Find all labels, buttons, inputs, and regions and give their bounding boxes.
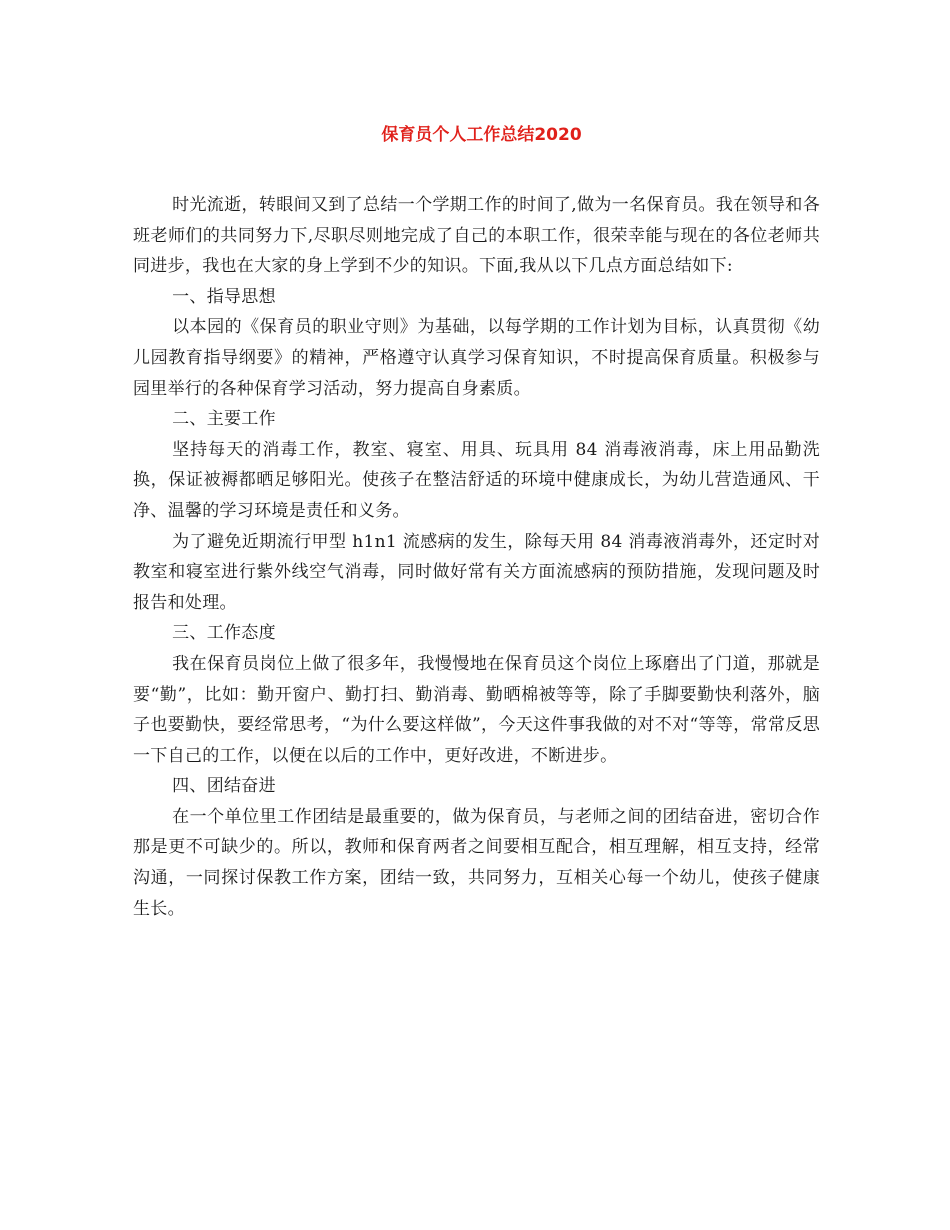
document-body <box>133 190 820 924</box>
paragraph-main-work-1: 坚持每天的消毒工作，教室、寝室、用具、玩具用 84 消毒液消毒，床上用品勤洗换，保证被褥都晒足够阳光。使孩子在整洁舒适的环境中健康成长，为幼儿营造通风、干净、温馨的学习环境是责任和义务。 <box>133 439 820 521</box>
section-heading-work-attitude: 三、工作态度 <box>172 623 276 644</box>
paragraph-work-attitude: 我在保育员岗位上做了很多年，我慢慢地在保育员这个岗位上琢磨出了门道，那就是要“勤”，比如：勤开窗户、勤打扫、勤消毒、勤晒棉被等等，除了手脚要勤快利落外，脑子也要勤快，要经常思考，“为什么要这样做”，今天这件事我做的对不对“等等，常常反思一下自己的工作，以便在以后的工作中，更好改进，不断进步。 <box>133 653 820 766</box>
section-heading-main-work: 二、主要工作 <box>172 409 276 430</box>
paragraph-teamwork: 在一个单位里工作团结是最重要的，做为保育员，与老师之间的团结奋进，密切合作那是更不可缺少的。所以，教师和保育两者之间要相互配合，相互理解，相互支持，经常沟通，一同探讨保教工作方案，团结一致，共同努力，互相关心每一个幼儿，使孩子健康生长。 <box>133 806 820 919</box>
paragraph-main-work-2: 为了避免近期流行甲型 h1n1 流感病的发生，除每天用 84 消毒液消毒外，还定时对教室和寝室进行紫外线空气消毒，同时做好常有关方面流感病的预防措施，发现问题及时报告和处理。 <box>133 531 820 613</box>
section-heading-guiding-thought: 一、指导思想 <box>172 286 276 307</box>
paragraph-intro: 时光流逝，转眼间又到了总结一个学期工作的时间了,做为一名保育员。我在领导和各班老师们的共同努力下,尽职尽则地完成了自己的本职工作，很荣幸能与现在的各位老师共同进步，我也在大家的身上学到不少的知识。下面,我从以下几点方面总结如下: <box>133 195 820 277</box>
section-heading-teamwork: 四、团结奋进 <box>172 776 276 797</box>
document-title: 保育员个人工作总结2020 <box>381 125 582 145</box>
paragraph-guiding-thought: 以本园的《保育员的职业守则》为基础，以每学期的工作计划为目标，认真贯彻《幼儿园教育指导纲要》的精神，严格遵守认真学习保育知识，不时提高保育质量。积极参与园里举行的各种保育学习活动，努力提高自身素质。 <box>133 317 820 399</box>
